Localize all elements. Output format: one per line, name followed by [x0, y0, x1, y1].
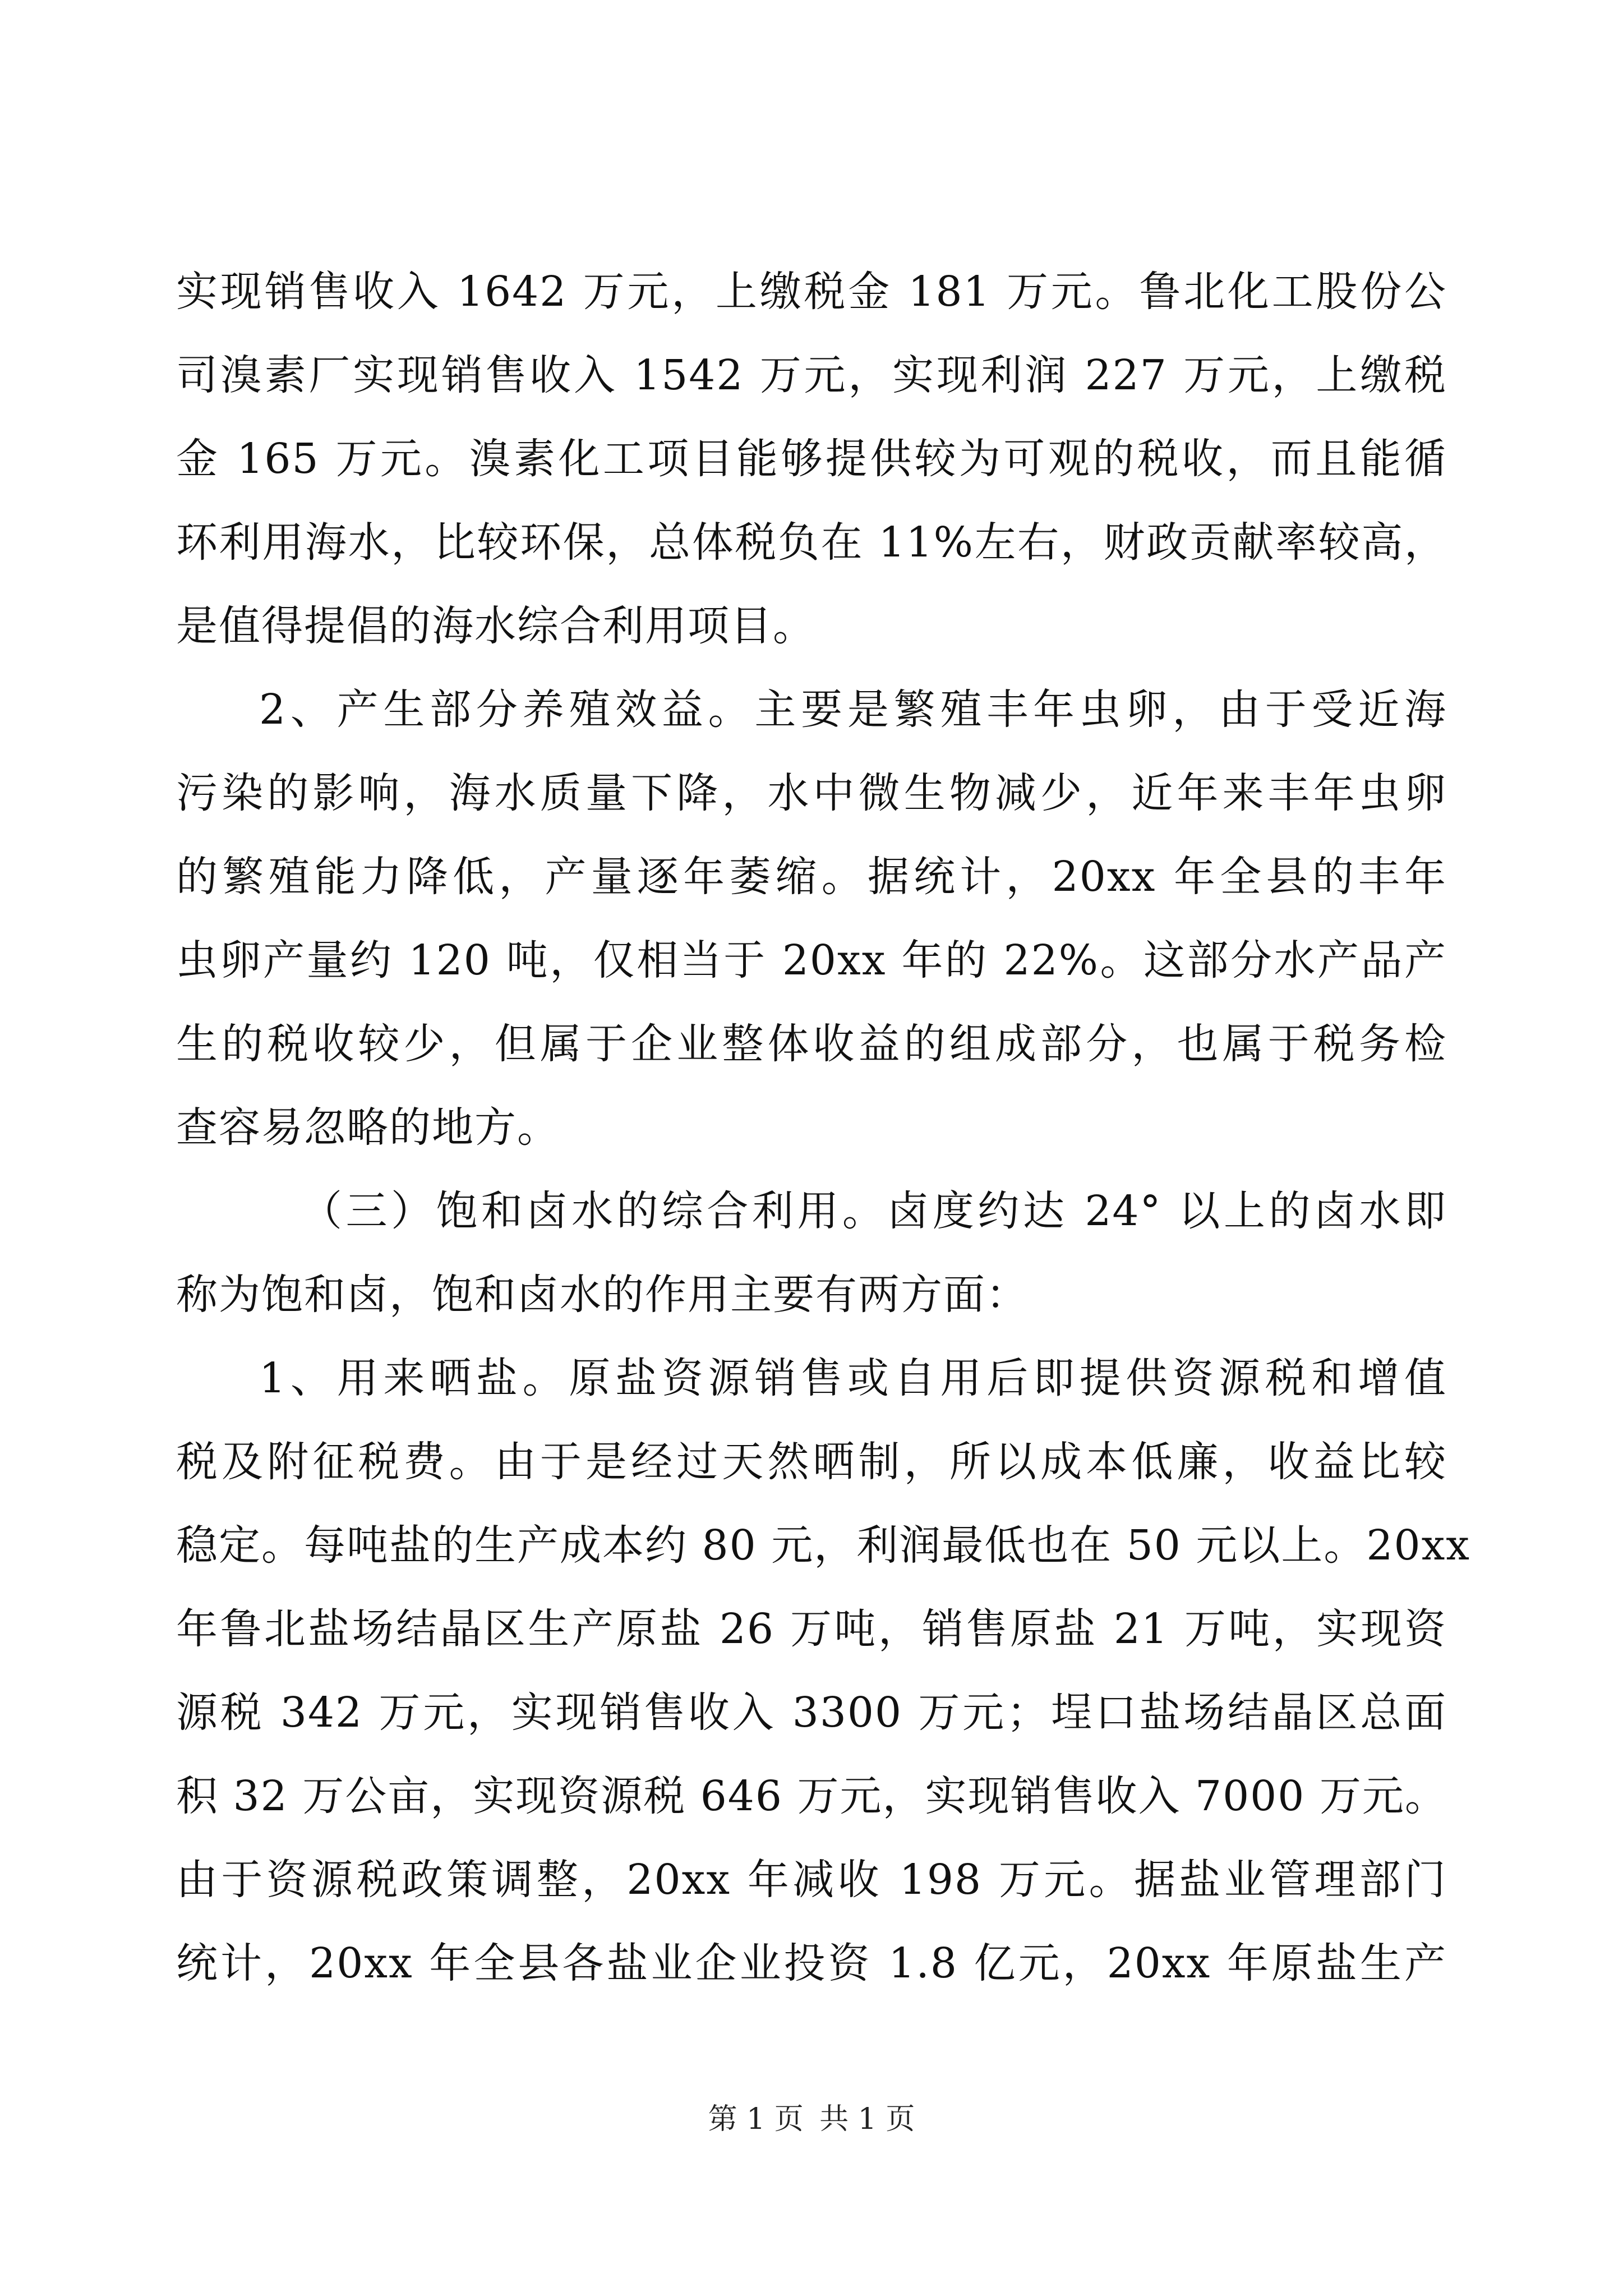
text-line: （三）饱和卤水的综合利用。卤度约达 24° 以上的卤水即 [301, 1187, 1447, 1235]
text-line: 污染的影响，海水质量下降，水中微生物减少，近年来丰年虫卵 [176, 769, 1447, 817]
page-footer [0, 2100, 1623, 2139]
text-line: 源税 342 万元，实现销售收入 3300 万元；埕口盐场结晶区总面 [176, 1688, 1447, 1737]
text-line: 2、产生部分养殖效益。主要是繁殖丰年虫卵，由于受近海 [259, 685, 1447, 734]
text-line: 金 165 万元。溴素化工项目能够提供较为可观的税收，而且能循 [176, 435, 1447, 483]
text-line: 司溴素厂实现销售收入 1542 万元，实现利润 227 万元，上缴税 [176, 351, 1447, 399]
text-line: 虫卵产量约 120 吨，仅相当于 20xx 年的 22%。这部分水产品产 [176, 936, 1447, 984]
text-line: 实现销售收入 1642 万元，上缴税金 181 万元。鲁北化工股份公 [176, 268, 1447, 316]
text-line: 查容易忽略的地方。 [176, 1103, 560, 1152]
text-line: 生的税收较少，但属于企业整体收益的组成部分，也属于税务检 [176, 1020, 1447, 1068]
text-line: 积 32 万公亩，实现资源税 646 万元，实现销售收入 7000 万元。 [176, 1772, 1447, 1820]
text-line: 稳定。每吨盐的生产成本约 80 元，利润最低也在 50 元以上。20xx [176, 1521, 1471, 1570]
text-line: 由于资源税政策调整，20xx 年减收 198 万元。据盐业管理部门 [176, 1856, 1447, 1904]
page-total: 共 1 页 [819, 2102, 915, 2136]
text-line: 统计，20xx 年全县各盐业企业投资 1.8 亿元，20xx 年原盐生产 [176, 1939, 1447, 1987]
text-line: 税及附征税费。由于是经过天然晒制，所以成本低廉，收益比较 [176, 1438, 1447, 1486]
text-line: 称为饱和卤，饱和卤水的作用主要有两方面： [176, 1271, 1029, 1319]
text-line: 年鲁北盐场结晶区生产原盐 26 万吨，销售原盐 21 万吨，实现资 [176, 1605, 1447, 1653]
text-line: 是值得提倡的海水综合利用项目。 [176, 602, 815, 650]
text-line: 环利用海水，比较环保，总体税负在 11%左右，财政贡献率较高， [176, 518, 1447, 567]
text-line: 1、用来晒盐。原盐资源销售或自用后即提供资源税和增值 [259, 1354, 1447, 1402]
document-body [176, 250, 1471, 2005]
page-number: 第 1 页 [708, 2102, 804, 2136]
text-line: 的繁殖能力降低，产量逐年萎缩。据统计，20xx 年全县的丰年 [176, 853, 1447, 901]
